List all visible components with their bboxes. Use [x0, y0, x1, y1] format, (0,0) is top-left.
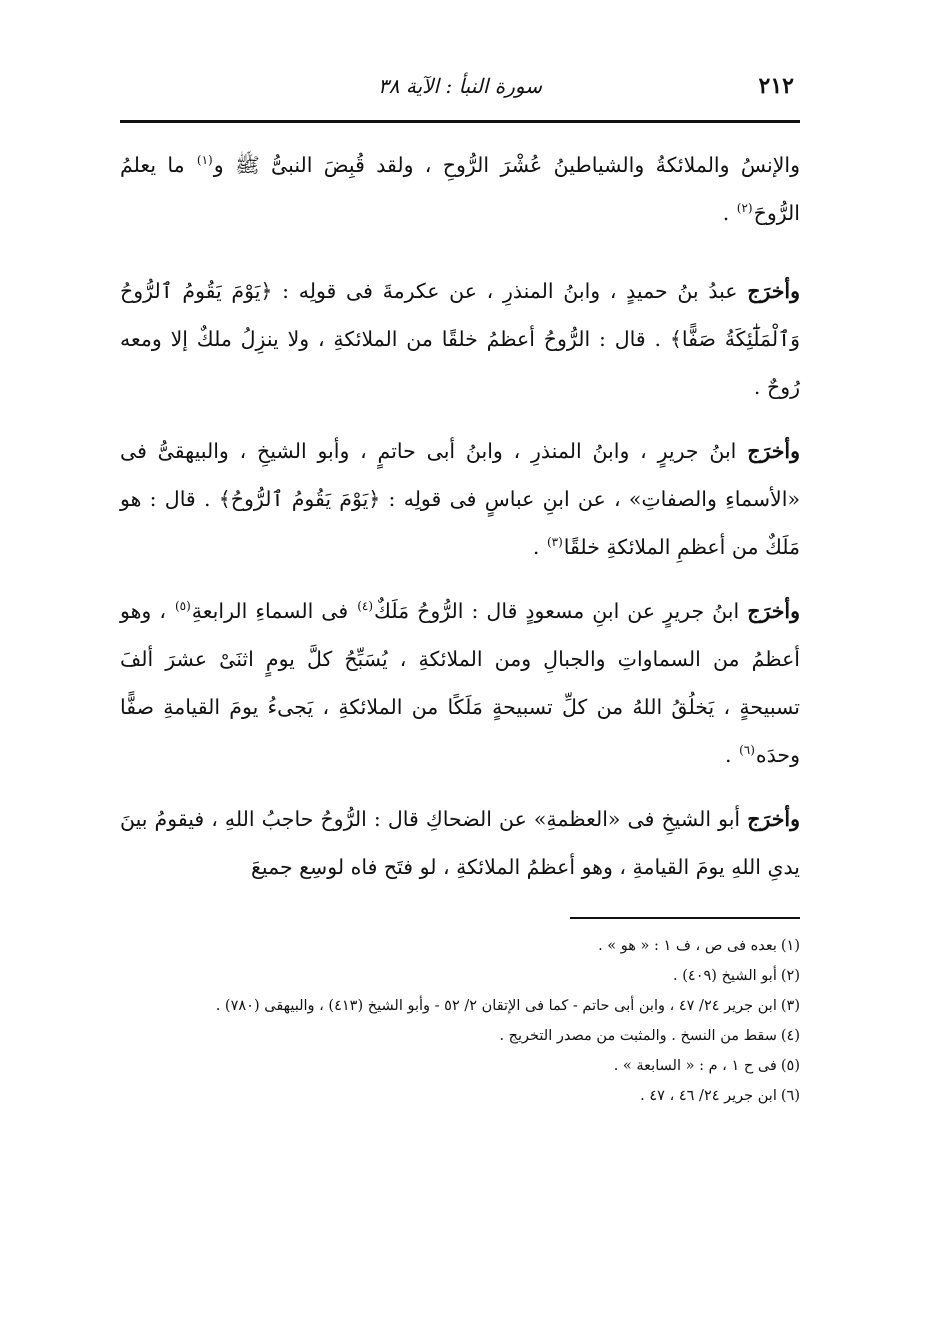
text-run: ما يعلمُ الرُّوحَ — [120, 153, 800, 225]
footnote-number: (٤) — [780, 1028, 800, 1044]
text-run: ابنُ جريرٍ ، وابنُ المنذرِ ، وابنُ أبى حاتمٍ ، وأبو الشيخِ ، والبيهقىُّ فى «الأسماءِ والصفاتِ» ، عن ابنِ عباسٍ فى قولِه : ﴿يَوْمَ يَقُومُ ٱلرُّوحُ﴾ . قال : هو مَلَكٌ من أعظمِ الملائكةِ خلقًا — [120, 439, 800, 559]
paragraph — [120, 141, 800, 237]
footnote-ref: (٣) — [546, 535, 563, 550]
book-page — [120, 58, 800, 1111]
footnote-number: (١) — [780, 938, 800, 954]
paragraph-lead: وأخرَج — [747, 807, 800, 831]
text-run: . — [725, 743, 739, 767]
text-run: عبدُ بنُ حميدٍ ، وابنُ المنذرِ ، عن عكرمةَ فى قولِه : ﴿يَوْمَ يَقُومُ ٱلرُّوحُ وَٱلْمَلَٰٓئِكَةُ صَفًّا﴾ . قال : الرُّوحُ أعظمُ خلقًا من الملائكةِ ، ولا ينزِلُ ملكٌ إلا ومعه رُوحٌ . — [120, 279, 800, 399]
text-run: والإنسُ والملائكةُ والشياطينُ عُشْرَ الرُّوحِ ، ولقد قُبِضَ النبىُّ ﷺ و — [213, 153, 800, 177]
page-number: ٢١٢ — [758, 73, 794, 99]
footnote-text: فى ح ١ ، م : « السابعة » . — [613, 1058, 777, 1074]
footnote-number: (٢) — [780, 968, 800, 984]
text-run: . — [532, 535, 546, 559]
footnote — [120, 1051, 800, 1081]
footnote-text: ابن جرير ٢٤/ ٤٧ ، وابن أبى حاتم - كما فى الإتقان ٢/ ٥٢ - وأبو الشيخ (٤١٣) ، والبيهقى (٧٨٠) . — [215, 998, 777, 1014]
footnote-text: أبو الشيخ (٤٠٩) . — [673, 968, 777, 984]
text-run: فى السماءِ الرابعةِ — [191, 599, 357, 623]
footnote-text: ابن جرير ٢٤/ ٤٦ ، ٤٧ . — [640, 1088, 777, 1104]
footnote-ref: (٢) — [736, 201, 753, 216]
footnote-number: (٣) — [780, 998, 800, 1014]
footnote-text: سقط من النسخ . والمثبت من مصدر التخريج . — [499, 1028, 777, 1044]
paragraph-lead: وأخرَج — [747, 279, 800, 303]
running-title: سورة النبأ : الآية ٣٨ — [378, 74, 542, 98]
paragraph — [120, 427, 800, 571]
footnote-separator — [570, 917, 800, 919]
footnote — [120, 1021, 800, 1051]
footnote-ref: (١) — [196, 153, 213, 168]
paragraph — [120, 267, 800, 411]
paragraph-lead: وأخرَج — [747, 439, 800, 463]
footnote — [120, 931, 800, 961]
page-header — [120, 58, 800, 114]
text-run: ، وهو أعظمُ من السماواتِ والجبالِ ومن الملائكةِ ، يُسَبِّحُ كلَّ يومٍ اثنَىْ عشرَ ألفَ تسبيحةٍ ، يَخلُقُ اللهُ من كلِّ تسبيحةٍ مَلَكًا من الملائكةِ ، يَجىءُ يومَ القيامةِ صفًّا وحدَه — [120, 599, 800, 767]
footnote-ref: (٦) — [739, 743, 755, 758]
text-run: أبو الشيخِ فى «العظمةِ» عن الضحاكِ قال : الرُّوحُ حاجبُ اللهِ ، فيقومُ بينَ يدىِ اللهِ يومَ القيامةِ ، وهو أعظمُ الملائكةِ ، لو فتَح فاه لوسِع جميعَ — [120, 807, 800, 879]
footnote — [120, 991, 800, 1021]
main-text — [120, 141, 800, 891]
text-run: ابنُ جريرٍ عن ابنِ مسعودٍ قال : الرُّوحُ مَلَكٌ — [374, 599, 748, 623]
footnote — [120, 961, 800, 991]
footnote-ref: (٤) — [357, 599, 374, 614]
header-rule — [120, 120, 800, 123]
footnote — [120, 1081, 800, 1111]
footnote-text: بعده فى ص ، ف ١ : « هو » . — [598, 938, 777, 954]
footnote-ref: (٥) — [174, 599, 191, 614]
footnote-number: (٦) — [780, 1088, 800, 1104]
footnotes — [120, 931, 800, 1111]
paragraph — [120, 795, 800, 891]
paragraph-lead: وأخرَج — [747, 599, 801, 623]
paragraph — [120, 587, 800, 779]
text-run: . — [722, 201, 736, 225]
footnote-number: (٥) — [780, 1058, 800, 1074]
